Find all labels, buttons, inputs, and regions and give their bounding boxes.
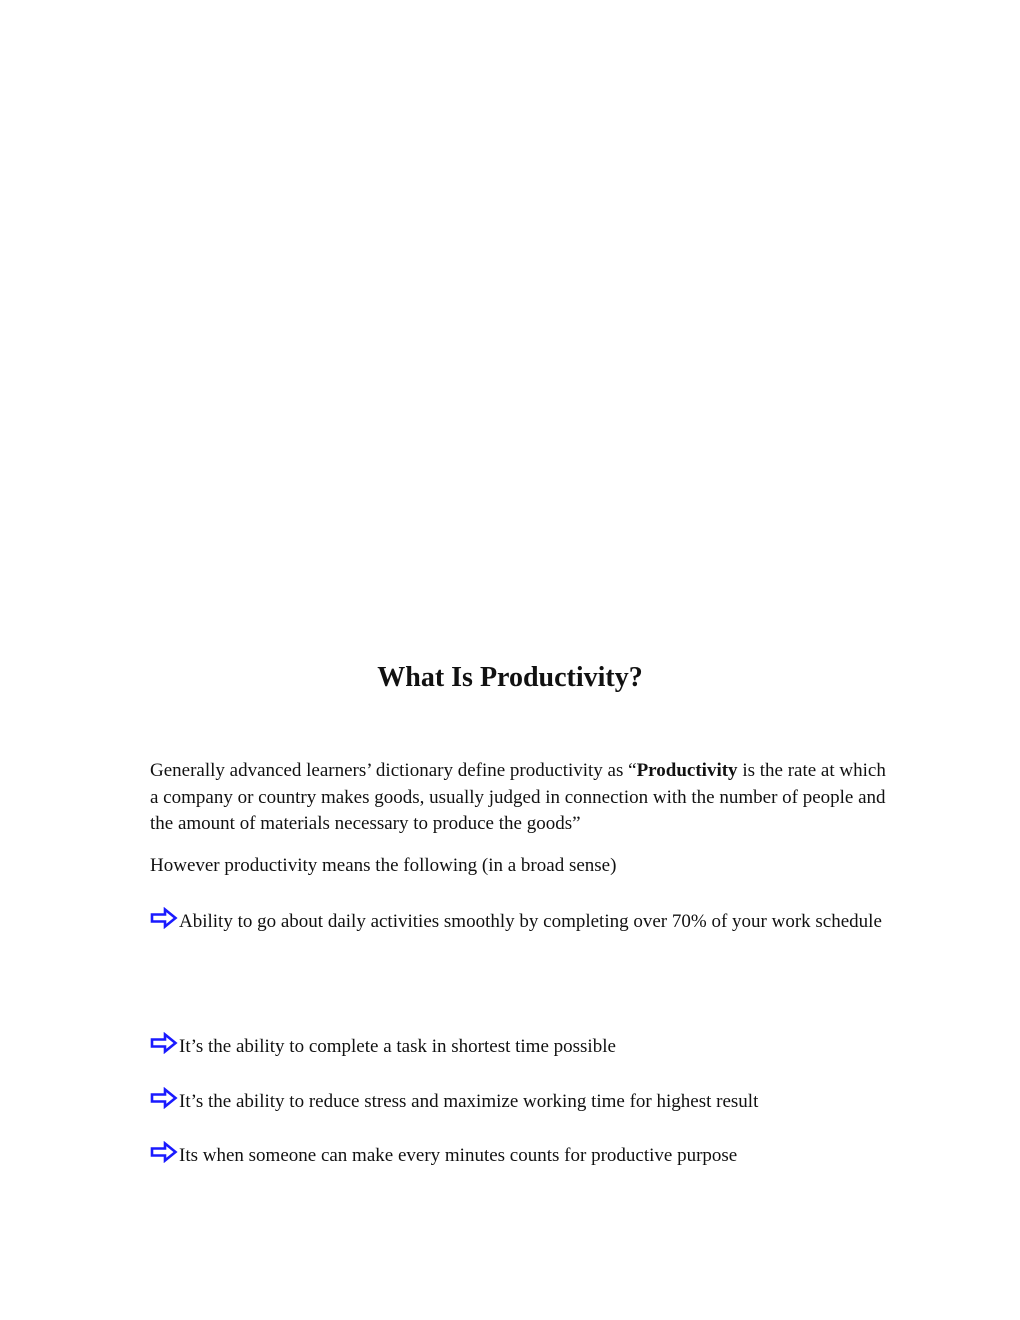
bullet-text: Its when someone can make every minutes counts for productive purpose	[179, 1145, 738, 1166]
intro-paragraph	[150, 758, 895, 838]
intro-text-after: is the rate at which a company or country makes goods, usually judged in connection with the number of people and the amount of materials necessary to produce the goods”	[150, 760, 886, 834]
page-title: What Is Productivity?	[377, 662, 643, 693]
bullet-item	[150, 1141, 895, 1170]
intro-term: Productivity	[636, 760, 738, 781]
right-arrow-icon	[150, 1032, 178, 1054]
bullet-item	[150, 1032, 895, 1061]
bullet-item	[150, 1087, 895, 1116]
right-arrow-icon	[150, 1141, 178, 1163]
right-arrow-icon	[150, 1087, 178, 1109]
bullet-text: Ability to go about daily activities smoothly by completing over 70% of your work schedule	[179, 911, 882, 932]
bullet-text: It’s the ability to reduce stress and maximize working time for highest result	[179, 1091, 759, 1112]
right-arrow-icon	[150, 907, 178, 929]
lead-in-paragraph: However productivity means the following (in a broad sense)	[150, 855, 617, 876]
bullet-text: It’s the ability to complete a task in shortest time possible	[179, 1036, 616, 1057]
intro-text-before: Generally advanced learners’ dictionary define productivity as “	[150, 760, 637, 781]
bullet-item	[150, 907, 895, 936]
